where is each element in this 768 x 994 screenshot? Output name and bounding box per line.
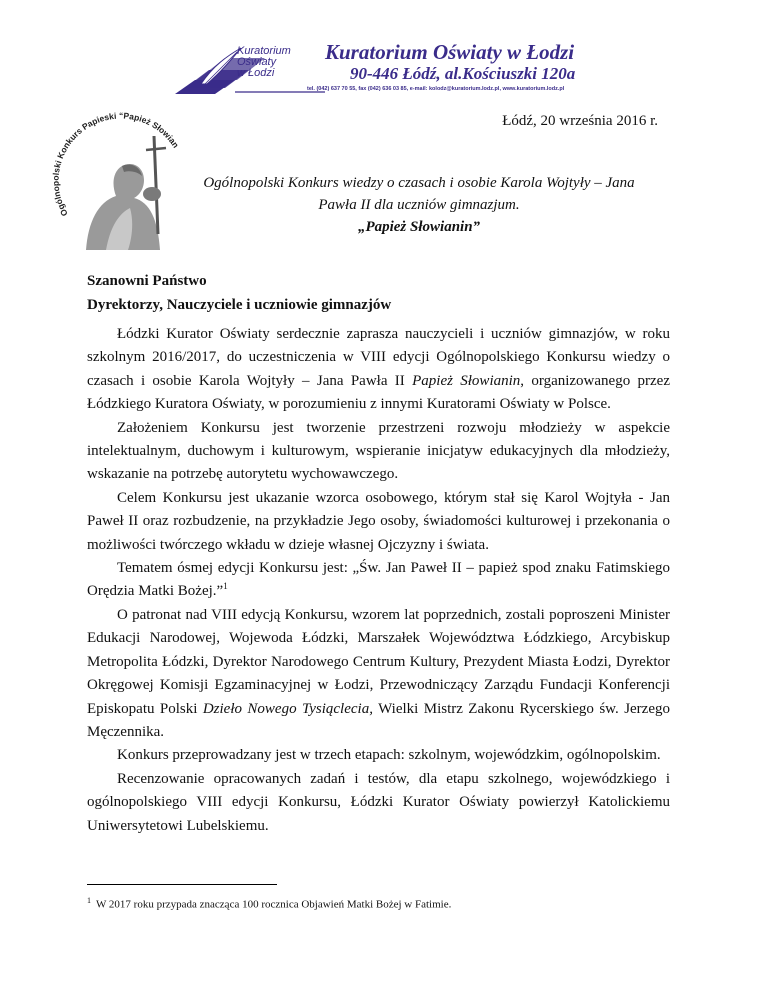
logo-line-2: Oświaty [237, 56, 277, 68]
logo-line-3: w Łodzi [237, 67, 275, 79]
footnote-reference[interactable]: 1 [223, 581, 228, 592]
footnote [87, 896, 451, 911]
greeting-line-1: Szanowni Państwo [87, 273, 207, 289]
institution-address: 90-446 Łódź, al.Kościuszki 120a [350, 64, 576, 83]
emblem-ring-text: Ogólnopolski Konkurs Papieski “Papież Słowian [50, 110, 182, 218]
paragraph-3: Celem Konkursu jest ukazanie wzorca osobowego, którym stał się Karol Wojtyła - Jan Paweł II oraz rozbudzenie, na przykładzie Jego osoby, świadomości kulturowej i przekonania o możliwości twórczego wkładu w dzieje własnej Ojczyzny i świata. [87, 489, 670, 553]
paragraph-5-text: O patronat nad VIII edycją Konkursu, wzorem lat poprzednich, zostali poproszeni Minister Edukacji Narodowej, Wojewoda Łódzki, Marszałek Województwa Łódzkiego, Arcybiskup Metropolita Łódzki, Dyrektor Narodowego Centrum Kultury, Prezydent Miasta Łodzi, Dyrektor Okręgowej Komisji Egzaminacyjnej w Łodzi, Przewodniczący Zarządu Fundacji Konferencji Episkopatu Polski [87, 606, 670, 717]
paragraph-4 [87, 557, 670, 604]
kuratorium-logo [175, 44, 325, 96]
pope-portrait-icon [46, 102, 196, 252]
paragraph-1-text-end: , organizowanego przez Łódzkiego Kuratora Oświaty, w porozumieniu z innymi Kuratorami Oświaty w Polsce. [87, 372, 670, 413]
contest-emblem [46, 102, 196, 252]
letterhead [175, 40, 595, 100]
institution-title: Kuratorium Oświaty w Łodzi [325, 40, 575, 64]
paragraph-5 [87, 604, 670, 744]
greeting-line-2: Dyrektorzy, Nauczyciele i uczniowie gimnazjów [87, 297, 392, 313]
paragraph-5-text-end: Wielki Mistrz Zakonu Rycerskiego św. Jerzego Męczennika. [87, 700, 670, 740]
contest-title-block [190, 172, 648, 238]
logo-label [237, 46, 291, 79]
footnote-text: W 2017 roku przypada znacząca 100 rocznica Objawień Matki Bożej w Fatimie. [96, 898, 452, 911]
contest-title-line-2: Pawła II dla uczniów gimnazjum. [318, 197, 520, 213]
paragraph-1-text: Łódzki Kurator Oświaty serdecznie zaprasza nauczycieli i uczniów gimnazjów, w roku szkolnym 2016/2017, do uczestniczenia w VIII edycji Ogólnopolskiego Konkursu wiedzy o czasach i osobie Karola Wojtyły – Jana Pawła II [87, 326, 670, 389]
paragraph-7: Recenzowanie opracowanych zadań i testów, dla etapu szkolnego, wojewódzkiego i ogólnopolskiego VIII edycji Konkursu, Łódzki Kurator Oświaty powierzył Katolickiemu Uniwersytetowi Lubelskiemu. [87, 770, 670, 834]
footnote-number: 1 [87, 896, 91, 905]
contest-title-line-1: Ogólnopolski Konkurs wiedzy o czasach i osobie Karola Wojtyły – Jana [203, 175, 635, 191]
paragraph-2: Założeniem Konkursu jest tworzenie przestrzeni rozwoju młodzieży w aspekcie intelektualnym, duchowym i kulturowym, wspieranie inicjatyw edukacyjnych dla młodzieży, wskazanie na potrzebę autorytetu wychowawczego. [87, 419, 670, 483]
institution-contact: tel. (042) 637 70 55, fax (042) 636 03 85, e-mail: kolodz@kuratorium.lodz.pl, www.kuratorium.lodz.pl [307, 86, 565, 92]
logo-line-1: Kuratorium [237, 45, 291, 57]
paragraph-4-text: Tematem ósmej edycji Konkursu jest: „Św. Jan Paweł II – papież spod znaku Fatimskiego Orędzia Matki Bożej.” [87, 560, 670, 600]
letter-body [87, 323, 670, 838]
paragraph-5-italic: Dzieło Nowego Tysiąclecia, [202, 700, 373, 717]
letter-date: Łódź, 20 września 2016 r. [502, 113, 658, 129]
paragraph-1 [87, 323, 670, 417]
paragraph-1-italic: Papież Słowianin [412, 372, 521, 389]
greeting [87, 269, 391, 317]
footnote-divider [87, 884, 277, 885]
contest-name: „Papież Słowianin” [357, 219, 481, 235]
paragraph-6: Konkurs przeprowadzany jest w trzech etapach: szkolnym, wojewódzkim, ogólnopolskim. [117, 747, 661, 764]
